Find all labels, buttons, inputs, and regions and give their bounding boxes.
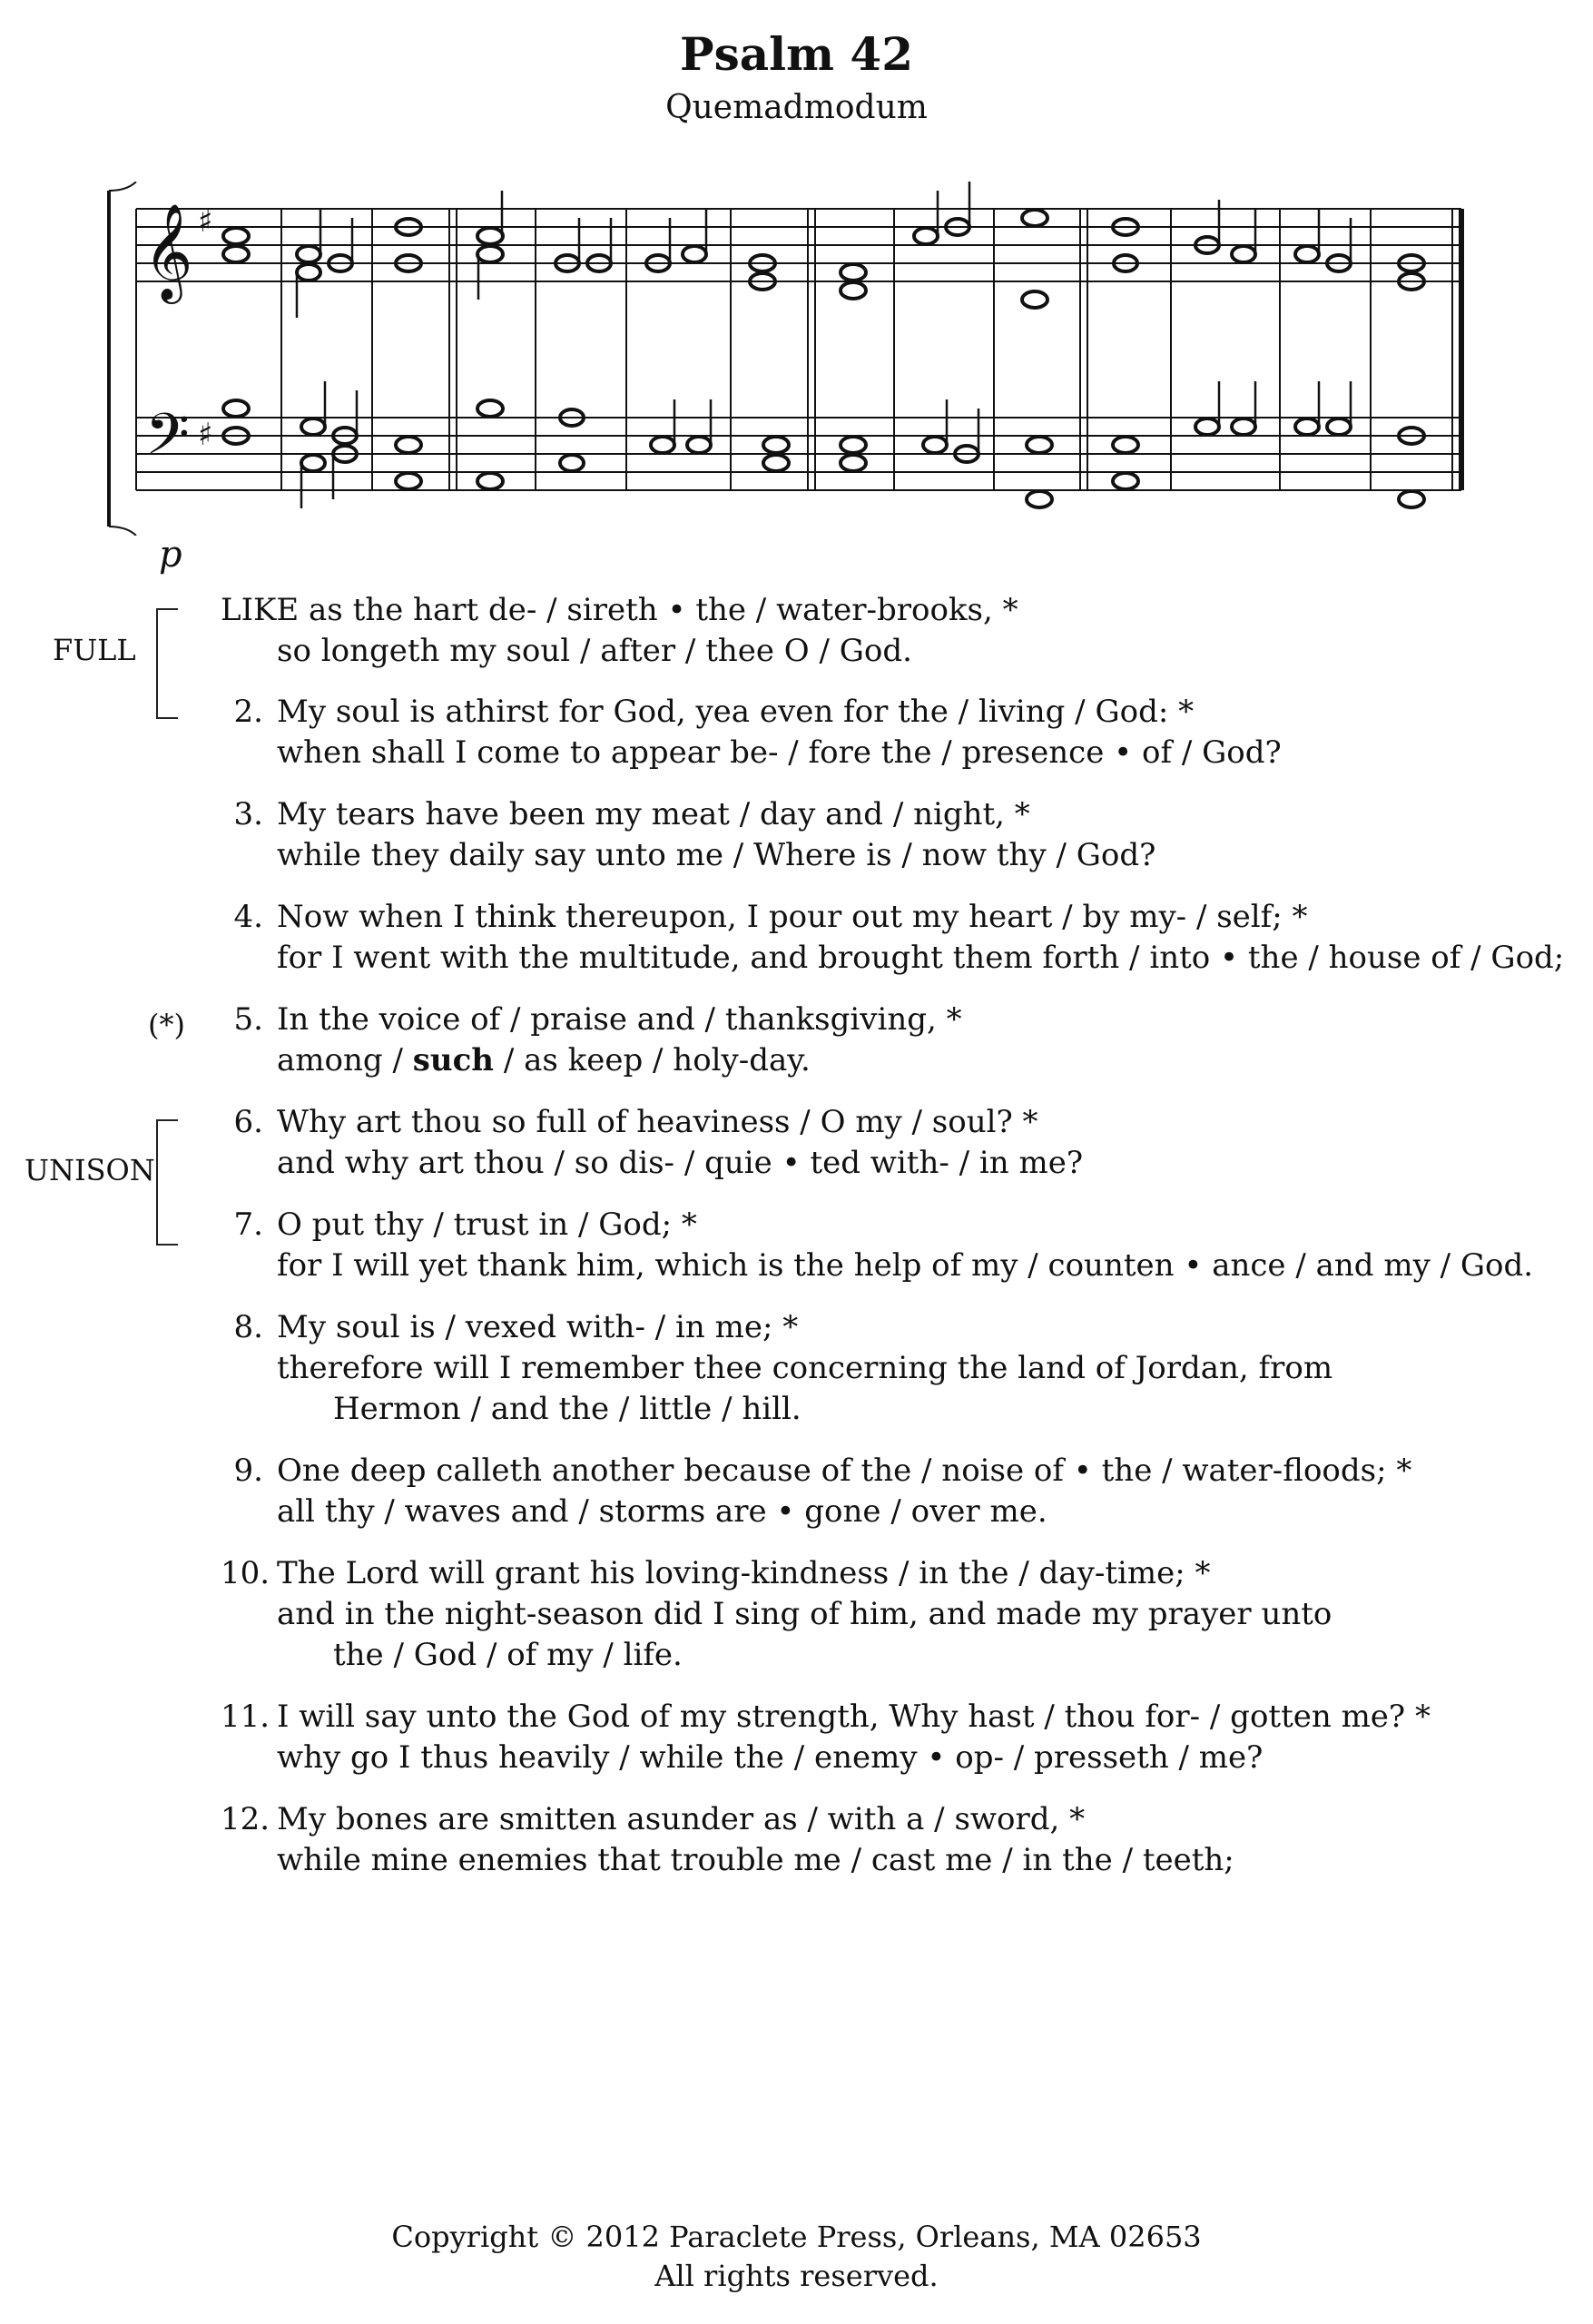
- svg-text:𝄢: 𝄢: [145, 400, 190, 481]
- verse-line: My bones are smitten asunder as / with a / sword, *: [277, 1801, 1086, 1837]
- verse-emphasis: such: [412, 1042, 495, 1078]
- full-label: FULL: [53, 633, 136, 667]
- verse-line: The Lord will grant his loving-kindness / in the / day-time; *: [277, 1555, 1211, 1591]
- verse-number: 11.: [221, 1699, 270, 1735]
- verse-line: O put thy / trust in / God; *: [277, 1206, 697, 1243]
- unison-bracket: [156, 1119, 178, 1246]
- verse-text: among /: [277, 1042, 413, 1078]
- verse-line: Hermon / and the / little / hill.: [333, 1391, 801, 1427]
- verse-number: 2.: [233, 694, 263, 730]
- verse-line: why go I thus heavily / while the / enemy • op- / presseth / me?: [277, 1739, 1264, 1776]
- verse-line: One deep calleth another because of the / noise of • the / water-floods; *: [277, 1452, 1412, 1489]
- verse-line: so longeth my soul / after / thee O / God.: [277, 633, 912, 669]
- verse-line: while mine enemies that trouble me / cast me / in the / teeth;: [277, 1842, 1234, 1878]
- verse-number: 8.: [233, 1309, 263, 1345]
- svg-text:♯: ♯: [198, 203, 213, 240]
- verse-line: for I will yet thank him, which is the help of my / counten • ance / and my / God.: [277, 1247, 1534, 1284]
- dynamic-marking: p: [159, 534, 182, 576]
- full-bracket: [156, 608, 178, 719]
- verse-line: all thy / waves and / storms are • gone / over me.: [277, 1493, 1047, 1530]
- verse-line: and why art thou / so dis- / quie • ted with- / in me?: [277, 1145, 1084, 1181]
- copyright-line: Copyright © 2012 Paraclete Press, Orleans, MA 02653: [391, 2220, 1202, 2254]
- verse-line: [277, 1040, 811, 1081]
- optional-verse-mark: (*): [148, 1008, 185, 1042]
- verse-line: My soul is / vexed with- / in me; *: [277, 1309, 799, 1345]
- rights-line: All rights reserved.: [654, 2259, 939, 2293]
- verse-line: I will say unto the God of my strength, Why hast / thou for- / gotten me? *: [277, 1699, 1431, 1735]
- verse-number: 5.: [233, 1001, 263, 1038]
- verse-number: 10.: [221, 1555, 270, 1591]
- unison-label: UNISON: [25, 1153, 155, 1187]
- page-title: Psalm 42: [679, 27, 914, 81]
- verse-number: 12.: [221, 1801, 270, 1837]
- verse-line: therefore will I remember thee concerning the land of Jordan, from: [277, 1350, 1333, 1386]
- verse-line: LIKE as the hart de- / sireth • the / water-brooks, *: [221, 592, 1018, 628]
- verse-line: Now when I think thereupon, I pour out my heart / by my- / self; *: [277, 899, 1308, 935]
- verse-number: 6.: [233, 1104, 263, 1140]
- svg-text:♯: ♯: [198, 417, 213, 453]
- verse-line: In the voice of / praise and / thanksgiving, *: [277, 1001, 962, 1038]
- verse-line: the / God / of my / life.: [333, 1637, 683, 1673]
- page-subtitle: Quemadmodum: [665, 89, 928, 126]
- verse-line: for I went with the multitude, and brought them forth / into • the / house of / God;: [277, 940, 1565, 976]
- music-score: [100, 182, 1498, 536]
- verse-line: while they daily say unto me / Where is / now thy / God?: [277, 837, 1156, 873]
- verse-number: 7.: [233, 1206, 263, 1243]
- verse-line: when shall I come to appear be- / fore the / presence • of / God?: [277, 734, 1282, 771]
- svg-text:𝄞: 𝄞: [143, 202, 193, 300]
- verse-line: My tears have been my meat / day and / night, *: [277, 796, 1030, 832]
- verse-number: 9.: [233, 1452, 263, 1489]
- verse-number: 3.: [233, 796, 263, 832]
- verse-line: My soul is athirst for God, yea even for the / living / God: *: [277, 694, 1195, 730]
- verse-text: / as keep / holy-day.: [494, 1042, 811, 1078]
- verse-line: and in the night-season did I sing of him, and made my prayer unto: [277, 1596, 1332, 1632]
- verse-line: Why art thou so full of heaviness / O my / soul? *: [277, 1104, 1038, 1140]
- verse-number: 4.: [233, 899, 263, 935]
